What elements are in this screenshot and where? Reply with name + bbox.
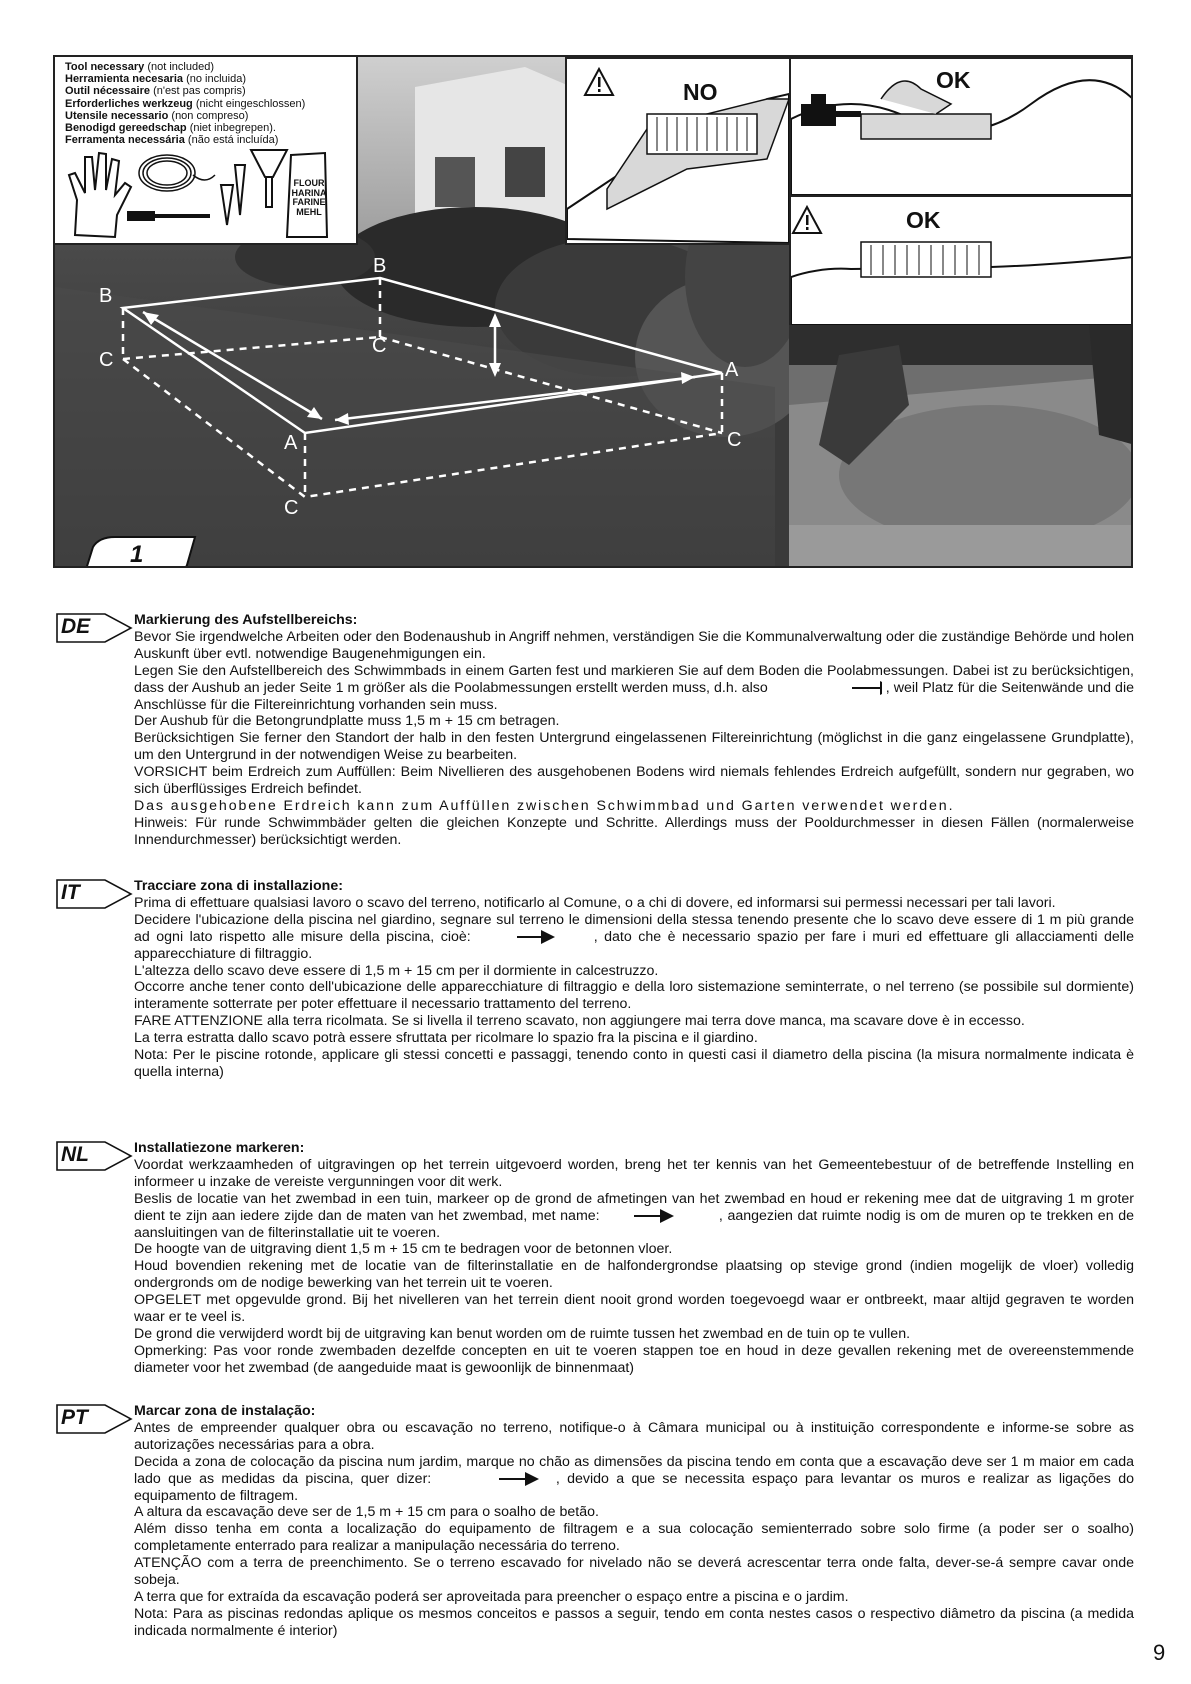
paragraph: Hinweis: Für runde Schwimmbäder gelten die gleichen Konzepte und Schritte. Allerdings muss der Pooldurchmesser in diesen Fällen (normalerweise Innendurchmesser) berücksichtigt werden. [134, 814, 1134, 848]
paragraph: Bevor Sie irgendwelche Arbeiten oder den Bodenaushub in Angriff nehmen, verständigen Sie die Kommunalverwaltung oder die zuständige Behörde und holen Auskunft über evtl. notwendige Baugenehmigungen ein. [134, 628, 1134, 662]
paragraph: Decida a zona de colocação da piscina num jardim, marque no chão as dimensões da piscina tendo em conta que a escavação deve ser 1 m maior em cada lado que as medidas da piscina, quer dizer: , devido a que se necessita espaço para levantar os muros e realizar as ligações do equipamento de filtragem. [134, 1453, 1134, 1504]
corner-label-c: C [372, 335, 387, 357]
paragraph: Além disso tenha em conta a localização do equipamento de filtragem e a sua colocação semienterrado sobre solo firme (a poder ser o soalho) completamente enterrado para realizar a manipulação necessária do terreno. [134, 1521, 1134, 1555]
tools-needed-box [55, 57, 358, 245]
paragraph: De grond die verwijderd wordt bij de uitgraving kan benut worden om de ruimte tussen het zwembad en de tuin op te vullen. [134, 1325, 911, 1342]
tools-line: Ferramenta necessária (não está incluída) [65, 134, 279, 147]
corner-label-a: A [284, 432, 298, 454]
language-code: PT [61, 1406, 88, 1429]
section-title: Installatiezone markeren: [134, 1140, 305, 1156]
language-code: NL [61, 1143, 89, 1166]
paragraph: Beslis de locatie van het zwembad in een tuin, markeer op de grond de afmetingen van het zwembad en houd er rekening mee dat de uitgraving 1 m groter dient te zijn aan iedere zijde dan de maten van het zwembad, met name: , aangezien dat ruimte nodig is om de muren op te trekken en de aansluitingen van de filterinstallatie uit te voeren. [134, 1190, 1134, 1241]
paragraph: A terra que for extraída da escavação poderá ser aproveitada para preencher o espaço entre a piscina e o jardim. [134, 1588, 849, 1605]
paragraph: De hoogte van de uitgraving dient 1,5 m + 15 cm te bedragen voor de betonnen vloer. [134, 1241, 673, 1258]
paragraph: Occorre anche tener conto dell'ubicazione delle apparecchiature di filtraggio e della loro sistemazione seminterrate, o nel terreno (se possibile sul dormiente) interamente sotterrate per poter effettuare il necessario trattamento del terreno. [134, 979, 1134, 1013]
funnel-icon [251, 150, 287, 207]
corner-label-a: A [725, 359, 739, 381]
panel-ok-level [789, 195, 1133, 327]
paragraph: OPGELET met opgevulde grond. Bij het nivelleren van het terrein dient nooit grond worden toegevoegd waar er ontbreekt, maar altijd gegraven te worden waar er te veel is. [134, 1292, 1134, 1326]
page-number: 9 [1153, 1640, 1166, 1665]
section-title: Tracciare zona di installazione: [134, 878, 343, 894]
tools-line: Outil nécessaire (n'est pas compris) [65, 85, 246, 98]
paragraph: Opmerking: Pas voor ronde zwembaden dezelfde concepten en uit te voeren stappen toe en houd in deze gevallen rekening met de overeenstemmende diameter voor het zwembad (de aangeduide maat is gewoonlijk de binnenmaat) [134, 1342, 1134, 1376]
stake-icon [221, 165, 245, 225]
paragraph: Decidere l'ubicazione della piscina nel giardino, segnare sul terreno le dimensioni della stessa tenendo presente che lo scavo deve essere di 1 m più grande ad ogni lato rispetto alle misure della piscina, cioè: , dato che è necessario spazio per fare i muri ed effettuare gli allacciamenti delle apparecchiature di filtraggio. [134, 911, 1134, 962]
paragraph: La terra estratta dallo scavo potrà essere sfruttata per ricolmare lo spazio fra la piscina e il giardino. [134, 1030, 758, 1047]
section-body [134, 1140, 1134, 1377]
paragraph: VORSICHT beim Erdreich zum Auffüllen: Beim Nivellieren des ausgehobenen Bodens wird niemals fehlendes Erdreich aufgefüllt, sondern nur gegraben, wo sich überflüssiges Erdreich befindet. [134, 764, 1134, 798]
panel-no-slope [565, 57, 791, 245]
paragraph: ATENÇÃO com a terra de preenchimento. Se o terreno escavado for nivelado não se deverá acrescentar terra onde falta, dever-se-á sempre cavar onde sobeja. [134, 1555, 1134, 1589]
excavation-photo [789, 325, 1133, 568]
arrow-icon [604, 1209, 714, 1223]
glove-icon [69, 153, 131, 237]
warning-icon [585, 69, 613, 95]
corner-label-b: B [99, 285, 113, 307]
section-title: Marcar zona de instalação: [134, 1403, 316, 1419]
verdict-ok: OK [906, 207, 941, 233]
paragraph: Berücksichtigen Sie ferner den Standort der halb in den festen Untergrund eingelassenen Filtereinrichtung (möglichst in die ganz eingelassene Grundplatte), um den Untergrund in der notwendigen Weise zu bearbeiten. [134, 730, 1134, 764]
paragraph: Houd bovendien rekening met de locatie van de filterinstallatie en de halfondergrondse plaatsing op stevige grond (indien mogelijk de vloer) volledig ondergronds om de nodige bewerking van het terrein uit te voeren. [134, 1258, 1134, 1292]
corner-label-c: C [727, 429, 742, 451]
language-code: DE [61, 615, 91, 638]
level-pool-drawing [791, 197, 1133, 325]
paragraph: Legen Sie den Aufstellbereich des Schwimmbads in einem Garten fest und markieren Sie auf dem Boden die Poolabmessungen. Dabei ist zu berücksichtigen, dass der Aushub an jeder Seite 1 m größer als die Poolabmessungen erstellt werden muss, d.h. also , weil Platz für die Seitenwände und die Anschlüsse für die Filtereinrichtung vorhanden sein muss. [134, 662, 1134, 713]
tools-line: Erforderliches werkzeug (nicht eingeschlossen) [65, 97, 306, 110]
rope-icon [139, 155, 215, 191]
verdict-ok: OK [936, 67, 971, 93]
paragraph: Voordat werkzaamheden of uitgravingen op het terrein uitgevoerd worden, breng het ter kennis van het Gemeentebestuur of de betreffende Instelling en informeer u inzake de vereiste vergunningen voor dit werk. [134, 1156, 1134, 1190]
paragraph: Antes de empreender qualquer obra ou escavação no terreno, notifique-o à Câmara municipal ou à instituição correspondente e informe-se sobre as autorizações necessárias para a obra. [134, 1419, 1134, 1453]
paragraph: L'altezza dello scavo deve essere di 1,5 m + 15 cm per il dormiente in calcestruzzo. [134, 962, 659, 979]
corner-label-b: B [373, 255, 387, 277]
section-body [134, 878, 1134, 1081]
corner-label-c: C [99, 349, 114, 371]
tools-line: Utensile necessario (non compreso) [65, 109, 249, 122]
screwdriver-icon [127, 211, 210, 221]
paragraph: Nota: Per le piscine rotonde, applicare gli stessi concetti e passaggi, tenendo conto in questi casi il diametro della piscina (la misura normalmente indicata è quella interna) [134, 1047, 1134, 1080]
section-title: Markierung des Aufstellbereichs: [134, 612, 358, 628]
language-code: IT [61, 881, 80, 904]
arrow-icon [772, 681, 882, 695]
tools-line: Herramienta necesaria (no incluida) [65, 73, 246, 86]
tools-list [65, 61, 305, 146]
paragraph: A altura da escavação deve ser de 1,5 m + 15 cm para o soalho de betão. [134, 1504, 599, 1521]
panel-ok-fill [789, 57, 1133, 197]
section-body [134, 612, 1134, 849]
arrow-icon [477, 930, 587, 944]
paragraph: Nota: Para as piscinas redondas aplique os mesmos conceitos e passos a seguir, tendo em conta nestes casos o respectivo diâmetro da piscina (a medida indicada normalmente é interior) [134, 1605, 1134, 1639]
paragraph: Das ausgehobene Erdreich kann zum Auffüllen zwischen Schwimmbad und Garten verwendet werden. [134, 797, 955, 814]
step-number: 1 [130, 541, 144, 568]
paragraph: Prima di effettuare qualsiasi lavoro o scavo del terreno, notificarlo al Comune, o a chi di dovere, ed informarsi sui permessi necessari per tali lavori. [134, 894, 1056, 911]
flour-bag-label: FLOUR HARINA FARINE MEHL [291, 178, 327, 217]
corner-label-c: C [284, 497, 299, 519]
arrow-icon [439, 1472, 549, 1486]
warning-icon [793, 207, 821, 233]
verdict-no: NO [683, 79, 718, 105]
tools-line: Tool necessary (not included) [65, 61, 214, 73]
section-body [134, 1403, 1134, 1640]
slope-drawing [567, 59, 789, 243]
tools-line: Benodigd gereedschap (niet inbegrepen). [65, 122, 276, 135]
paragraph: Der Aushub für die Betongrundplatte muss 1,5 m + 15 cm betragen. [134, 713, 560, 730]
illustration-figure [53, 55, 1133, 568]
paragraph: FARE ATTENZIONE alla terra ricolmata. Se si livella il terreno scavato, non aggiungere mai terra dove manca, ma scavare dove è in eccesso. [134, 1013, 1025, 1030]
